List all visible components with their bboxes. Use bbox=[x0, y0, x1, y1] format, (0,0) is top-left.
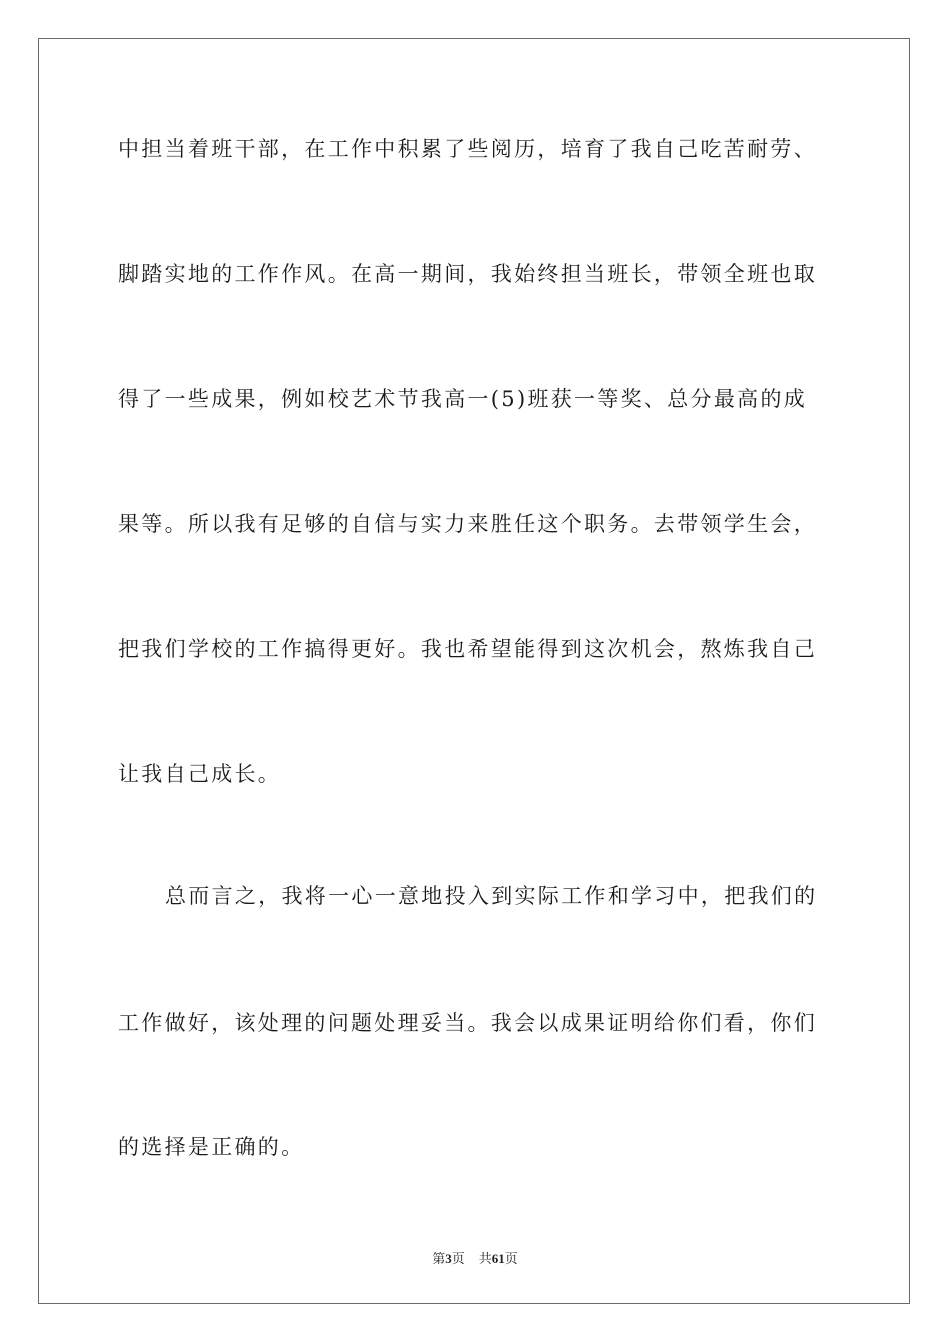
body-text-line-7: 总而言之，我将一心一意地投入到实际工作和学习中，把我们的 bbox=[165, 884, 818, 908]
body-text-line-5: 把我们学校的工作搞得更好。我也希望能得到这次机会，熬炼我自己 bbox=[118, 637, 817, 661]
page-border bbox=[38, 38, 910, 1304]
body-text-line-4: 果等。所以我有足够的自信与实力来胜任这个职务。去带领学生会， bbox=[118, 512, 817, 536]
total-suffix: 页 bbox=[504, 1251, 518, 1266]
body-text-line-2: 脚踏实地的工作作风。在高一期间，我始终担当班长，带领全班也取 bbox=[118, 262, 817, 286]
body-text-line-8: 工作做好，该处理的问题处理妥当。我会以成果证明给你们看，你们 bbox=[118, 1011, 817, 1035]
total-page-count: 61 bbox=[491, 1251, 505, 1266]
total-prefix: 共 bbox=[478, 1251, 492, 1266]
current-page-number: 3 bbox=[445, 1251, 452, 1266]
body-text-line-6: 让我自己成长。 bbox=[118, 762, 282, 786]
body-text-line-9: 的选择是正确的。 bbox=[118, 1135, 305, 1159]
page-footer bbox=[0, 1248, 950, 1267]
page-prefix: 第 bbox=[432, 1251, 446, 1266]
page-suffix: 页 bbox=[451, 1251, 465, 1266]
body-text-line-1: 中担当着班干部，在工作中积累了些阅历，培育了我自己吃苦耐劳、 bbox=[118, 137, 817, 161]
body-text-line-3: 得了一些成果，例如校艺术节我高一(5)班获一等奖、总分最高的成 bbox=[118, 387, 808, 411]
